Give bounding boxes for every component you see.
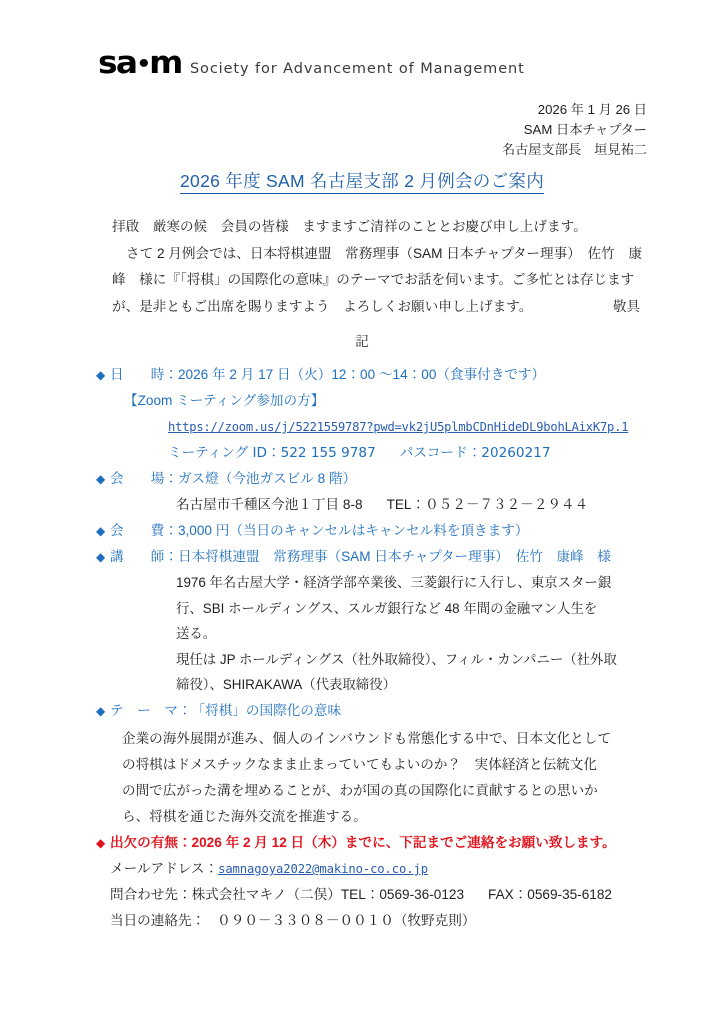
- diamond-bullet-icon: ◆: [96, 836, 106, 850]
- theme-description-line: 企業の海外展開が進み、個人のインバウンドも常態化する中で、日本文化として: [122, 730, 611, 746]
- header-meta: [502, 100, 647, 160]
- rsvp-headline: 出欠の有無：2026 年 2 月 12 日（木）までに、下記までご連絡をお願い致します。: [110, 835, 616, 850]
- rsvp-email-label: メールアドレス：: [110, 861, 219, 876]
- detail-fee: [96, 518, 656, 544]
- meeting-id-label: ミーティング ID：: [168, 445, 281, 461]
- detail-venue-label: 会 場：: [110, 471, 178, 486]
- diamond-bullet-icon: ◆: [96, 524, 106, 538]
- rsvp-dayof-label: 当日の連絡先：: [110, 913, 206, 928]
- page-title-text: 2026 年度 SAM 名古屋支部 2 月例会のご案内: [180, 171, 544, 194]
- detail-venue-value: ガス燈（今池ガスビル 8 階）: [177, 471, 357, 486]
- logo-text-m: m: [149, 45, 182, 81]
- greeting-line-4-text: が、是非ともご出席を賜りますよう よろしくお願い申し上げます。: [112, 298, 533, 314]
- logo-dot-icon: •: [136, 52, 150, 77]
- rsvp-contact-value: 株式会社マキノ（二俣）TEL：0569-36-0123: [191, 887, 465, 902]
- greeting-line-3: 峰 様に『「将棋」の国際化の意味』のテーマでお話を伺います。ご多忙とは存じます: [112, 272, 635, 287]
- diamond-bullet-icon: ◆: [96, 472, 106, 486]
- rsvp-email-link[interactable]: samnagoya2022@makino-co.co.jp: [218, 862, 428, 876]
- speaker-bio-line: 現任は JP ホールディングス（社外取締役）、フィル・カンパニー（社外取: [176, 651, 617, 667]
- speaker-bio: [96, 570, 646, 698]
- venue-address-row: [96, 492, 656, 518]
- zoom-heading: 【Zoom ミーティング参加の方】: [124, 393, 325, 408]
- header-date: 2026 年 1 月 26 日: [537, 102, 647, 117]
- theme-description-line: の間で広がった溝を埋めることが、わが国の真の国際化に貢献するとの思いか: [122, 782, 598, 798]
- detail-venue: [96, 466, 656, 492]
- greeting-line-2: さて 2 月例会では、日本将棋連盟 常務理事（SAM 日本チャプター理事） 佐竹 康: [126, 245, 642, 261]
- detail-speaker-label: 講 師：: [110, 549, 178, 564]
- details-list: [96, 362, 656, 830]
- detail-theme: [96, 698, 656, 724]
- rsvp-email-row: [96, 856, 676, 882]
- theme-description-line: ら、将棋を通じた海外交流を推進する。: [122, 808, 367, 824]
- detail-fee-label: 会 費：: [110, 523, 178, 538]
- speaker-bio-line: 締役）、SHIRAKAWA（代表取締役）: [176, 677, 396, 692]
- rsvp-headline-row: [96, 830, 676, 856]
- rsvp-contact-label: 問合わせ先：: [110, 887, 192, 902]
- logo-text-sa: sa: [98, 45, 137, 81]
- rsvp-contact-row: [96, 882, 676, 908]
- venue-address: 名古屋市千種区今池１丁目 8-8: [176, 497, 363, 512]
- detail-fee-value: 3,000 円（当日のキャンセルはキャンセル料を頂きます）: [177, 523, 529, 538]
- detail-theme-value: 「将棋」の国際化の意味: [191, 702, 342, 718]
- header-signer: 名古屋支部長 垣見祐二: [501, 142, 647, 157]
- rsvp-dayof-row: [96, 908, 676, 934]
- detail-datetime-value: 2026 年 2 月 17 日（火）12：00 ～14：00（食事付きです）: [177, 367, 546, 382]
- sam-logo-tagline: Society for Advancement of Management: [189, 61, 525, 77]
- passcode-label: パスコード：: [399, 445, 482, 461]
- detail-speaker: [96, 544, 656, 570]
- greeting-block: [112, 214, 640, 320]
- greeting-line-1: 拝啟 厳寒の候 会員の皆様 ますますご清祥のこととお慶び申し上げます。: [112, 219, 587, 234]
- detail-datetime: [96, 362, 656, 388]
- speaker-bio-line: 行、SBI ホールディングス、スルガ銀行など 48 年間の金融マン人生を: [176, 600, 598, 616]
- venue-tel: TEL：０５２－７３２－２９４４: [386, 497, 589, 512]
- kiroku-marker: 記: [355, 334, 369, 349]
- sam-logo: [98, 45, 525, 81]
- diamond-bullet-icon: ◆: [96, 550, 106, 564]
- page-title: [0, 168, 724, 193]
- detail-datetime-label: 日 時：: [110, 367, 178, 382]
- zoom-credentials-row: [96, 440, 656, 466]
- sam-logo-mark: [98, 45, 182, 81]
- passcode-value: 20260217: [481, 445, 551, 461]
- rsvp-dayof-value: ０９０－３３０８－００１０（牧野克則）: [217, 913, 476, 928]
- zoom-meeting-link[interactable]: https://zoom.us/j/5221559787?pwd=vk2jU5plmbCDnHideDL9bohLAixK7p.1: [168, 420, 629, 434]
- theme-description-line: の将棋はドメスチックなまま止まっていてもよいのか？ 実体経済と伝統文化: [122, 756, 597, 772]
- detail-theme-label: テ ー マ：: [110, 702, 192, 718]
- header-organization: SAM 日本チャプター: [523, 122, 647, 137]
- zoom-url-row: [96, 414, 656, 440]
- speaker-bio-line: 1976 年名古屋大学・経済学部卒業後、三菱銀行に入行し、東京スター銀: [176, 575, 612, 590]
- greeting-line-4: [112, 294, 640, 321]
- rsvp-block: [96, 830, 676, 934]
- diamond-bullet-icon: ◆: [96, 368, 106, 382]
- detail-speaker-value: 日本将棋連盟 常務理事（SAM 日本チャプター理事） 佐竹 康峰 様: [177, 549, 611, 564]
- speaker-bio-line: 送る。: [176, 626, 217, 641]
- diamond-bullet-icon: ◆: [96, 703, 106, 718]
- greeting-closing: 敬具: [612, 298, 640, 314]
- rsvp-fax: FAX：0569-35-6182: [488, 887, 612, 902]
- meeting-id-value: 522 155 9787: [280, 445, 376, 461]
- theme-description: [96, 726, 630, 830]
